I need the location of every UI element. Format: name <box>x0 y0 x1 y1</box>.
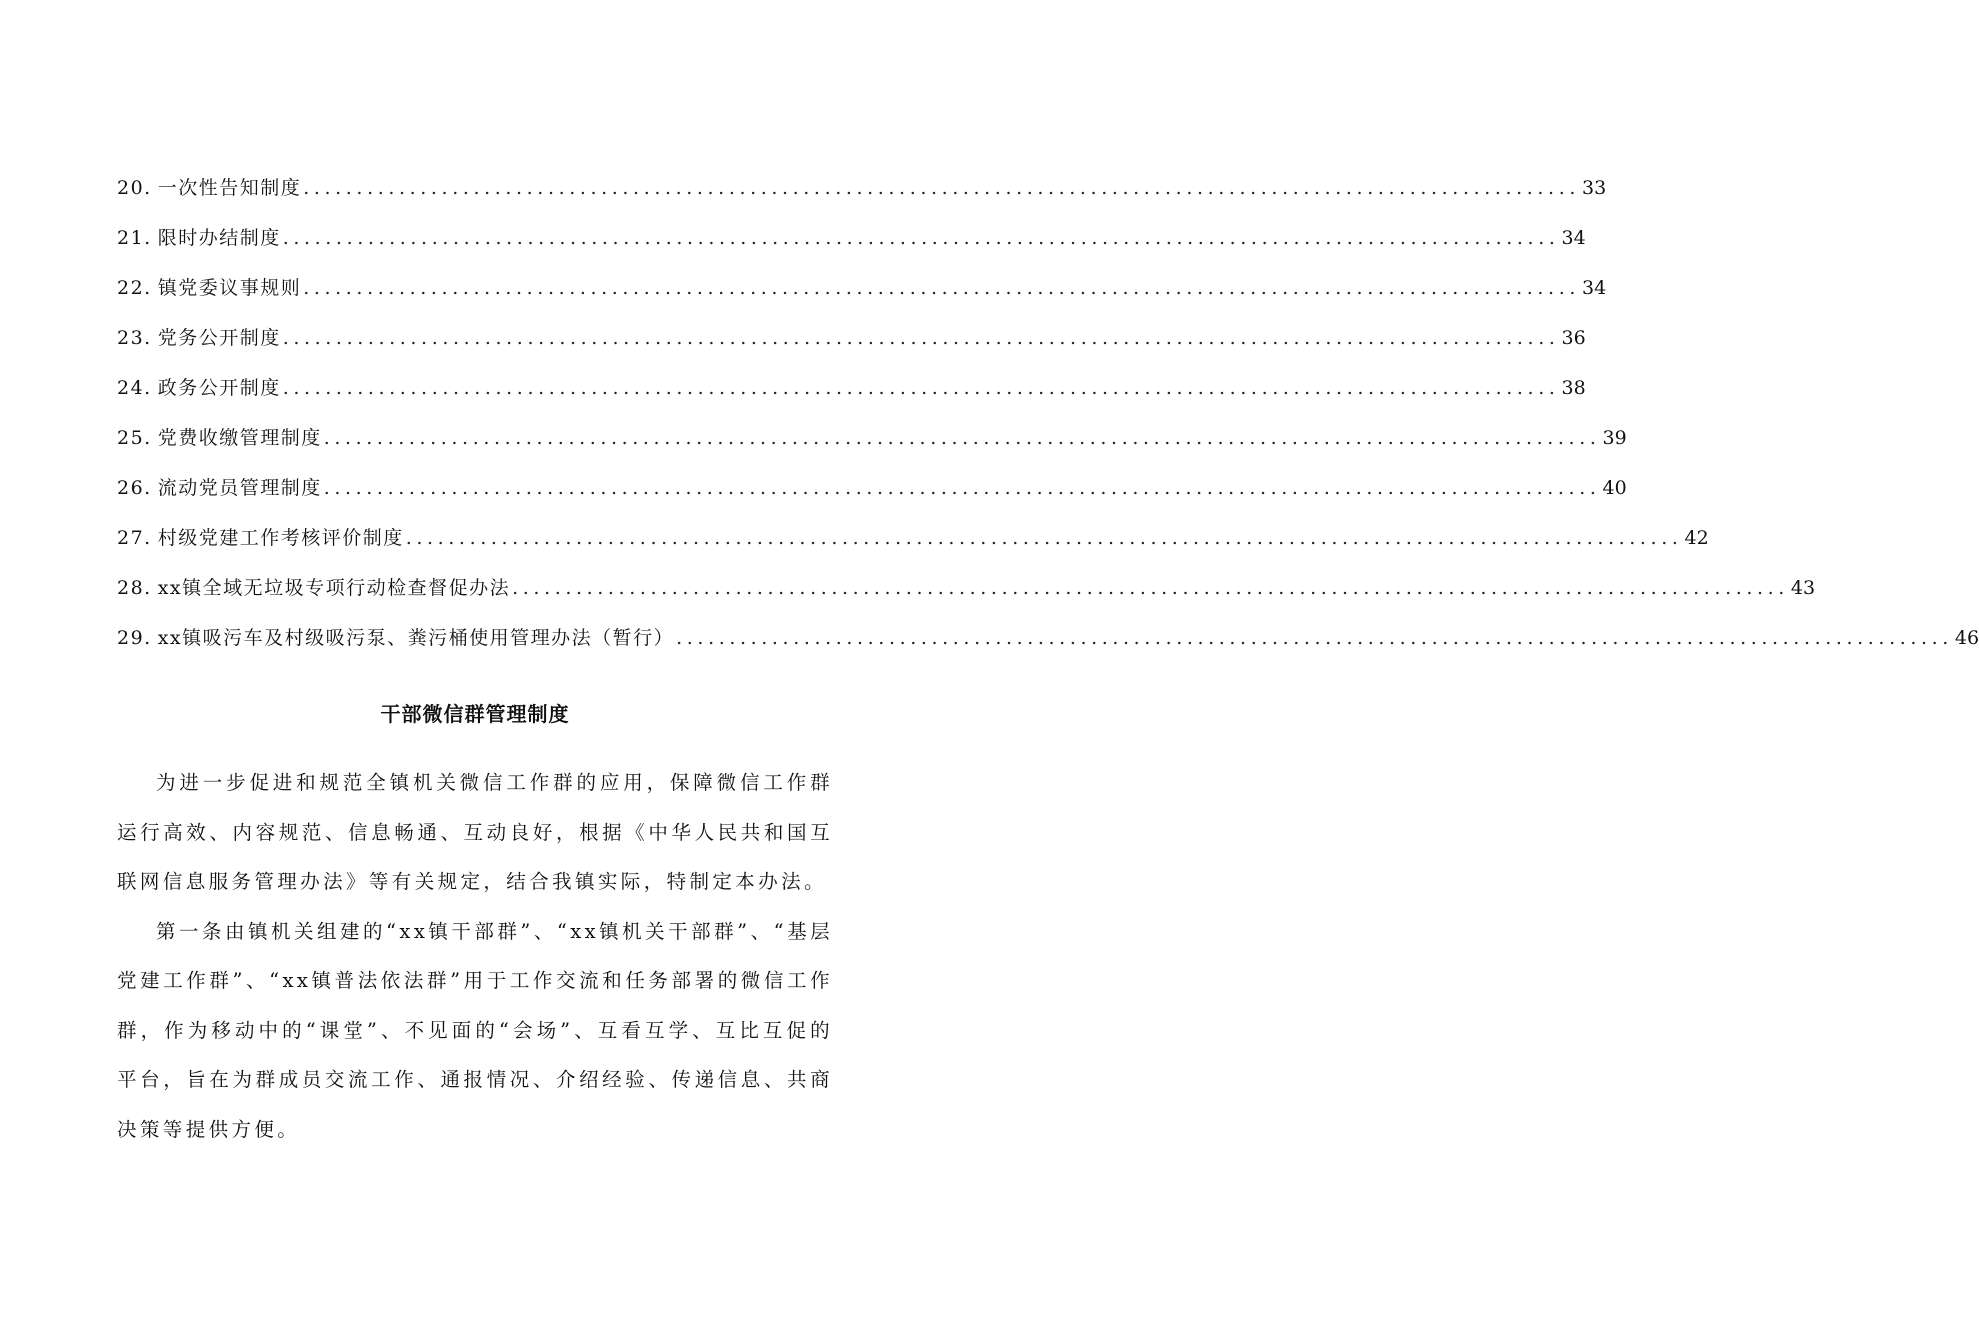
toc-entry-page: 43 <box>1790 577 1816 599</box>
toc-entry-page: 38 <box>1561 377 1586 399</box>
toc-entry-title: xx镇全域无垃圾专项行动检查督促办法 <box>157 577 511 599</box>
toc-leader-dots: ........................................................................................................................ <box>303 277 1580 299</box>
toc-entry-number: 24. <box>117 377 152 399</box>
toc-entry-number: 20. <box>117 177 152 199</box>
body-paragraph: 第一条由镇机关组建的“xx镇干部群”、“xx镇机关干部群”、“基层党建工作群”、“xx镇普法依法群”用于工作交流和任务部署的微信工作群，作为移动中的“课堂”、不见面的“会场”、互看互学、互比互促的平台，旨在为群成员交流工作、通报情况、介绍经验、传递信息、共商决策等提供方便。 <box>117 919 833 1141</box>
toc-entry-title: xx镇吸污车及村级吸污泵、粪污桶使用管理办法（暂行） <box>157 627 675 649</box>
toc-entry-page: 39 <box>1602 427 1627 449</box>
toc-entry-title: 政务公开制度 <box>157 377 281 399</box>
toc-leader-dots: ........................................................................................................................ <box>303 177 1580 199</box>
toc-entry-number: 29. <box>117 627 152 649</box>
toc-entry-title: 镇党委议事规则 <box>157 277 302 299</box>
toc-entry-title: 党务公开制度 <box>157 327 281 349</box>
table-of-contents <box>117 173 1979 673</box>
toc-entry[interactable] <box>117 623 1979 673</box>
toc-entry-title: 党费收缴管理制度 <box>157 427 322 449</box>
body-paragraph: 为进一步促进和规范全镇机关微信工作群的应用，保障微信工作群运行高效、内容规范、信息畅通、互动良好，根据《中华人民共和国互联网信息服务管理办法》等有关规定，结合我镇实际，特制定本办法。 <box>117 771 833 893</box>
toc-entry-page: 46 <box>1954 627 1979 649</box>
toc-entry-title: 村级党建工作考核评价制度 <box>157 527 404 549</box>
toc-entry-title: 流动党员管理制度 <box>157 477 322 499</box>
toc-entry[interactable] <box>117 473 1627 523</box>
toc-leader-dots: ........................................................................................................................ <box>282 377 1560 399</box>
section-title: 干部微信群管理制度 <box>380 702 570 726</box>
toc-entry-number: 23. <box>117 327 152 349</box>
toc-entry[interactable] <box>117 573 1816 623</box>
toc-entry-number: 25. <box>117 427 152 449</box>
toc-entry-number: 21. <box>117 227 152 249</box>
toc-leader-dots: ........................................................................................................................ <box>676 627 1953 649</box>
toc-entry-title: 一次性告知制度 <box>157 177 302 199</box>
toc-leader-dots: ........................................................................................................................ <box>512 577 1789 599</box>
toc-entry-page: 42 <box>1684 527 1709 549</box>
toc-entry[interactable] <box>117 523 1709 573</box>
section-body <box>117 758 833 1154</box>
toc-entry-number: 27. <box>117 527 152 549</box>
toc-entry-page: 34 <box>1561 227 1586 249</box>
toc-entry[interactable] <box>117 223 1586 273</box>
toc-entry-title: 限时办结制度 <box>157 227 281 249</box>
toc-entry-number: 28. <box>117 577 152 599</box>
toc-leader-dots: ........................................................................................................................ <box>282 227 1560 249</box>
toc-entry-page: 40 <box>1602 477 1627 499</box>
toc-leader-dots: ........................................................................................................................ <box>323 477 1601 499</box>
toc-entry-page: 36 <box>1561 327 1586 349</box>
toc-entry[interactable] <box>117 173 1607 223</box>
toc-entry[interactable] <box>117 273 1607 323</box>
toc-leader-dots: ........................................................................................................................ <box>405 527 1683 549</box>
toc-entry-number: 22. <box>117 277 152 299</box>
toc-entry[interactable] <box>117 423 1627 473</box>
toc-entry-page: 34 <box>1581 277 1607 299</box>
toc-entry[interactable] <box>117 373 1586 423</box>
toc-entry[interactable] <box>117 323 1586 373</box>
toc-leader-dots: ........................................................................................................................ <box>282 327 1560 349</box>
toc-leader-dots: ........................................................................................................................ <box>323 427 1601 449</box>
toc-entry-number: 26. <box>117 477 152 499</box>
toc-entry-page: 33 <box>1581 177 1607 199</box>
